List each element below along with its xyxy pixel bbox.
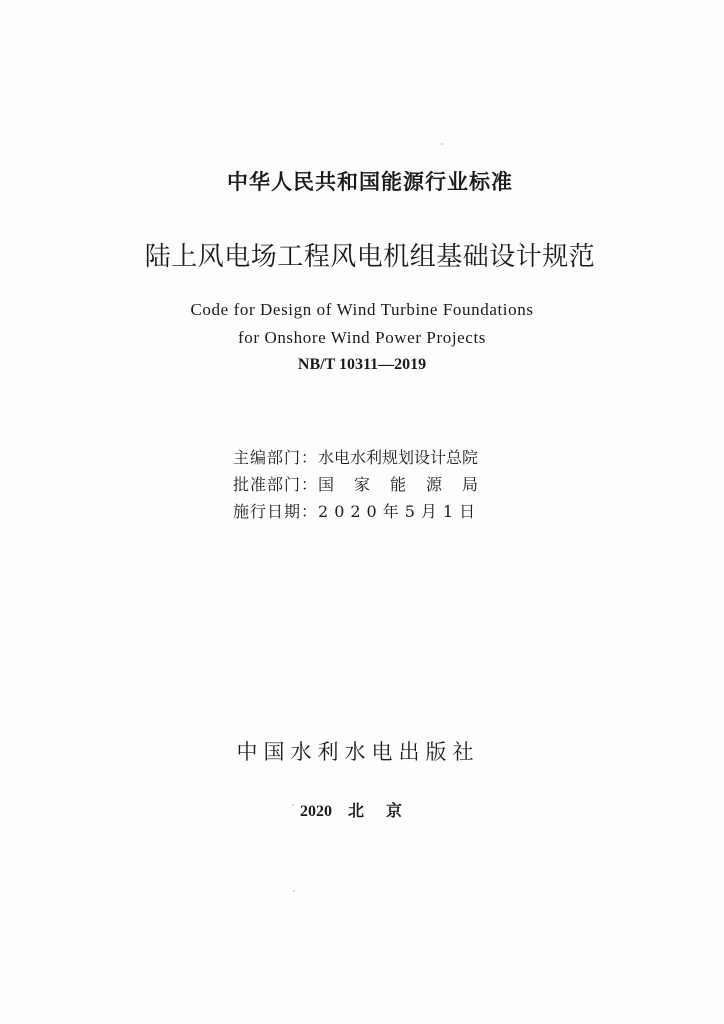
approver-label: 批准部门： [233, 475, 319, 494]
scan-speck [293, 890, 295, 892]
publication-year: 2020 [299, 803, 332, 820]
editor-value: 水电水利规划设计总院 [318, 448, 479, 467]
scan-speck [441, 143, 443, 145]
scan-speck [292, 804, 294, 806]
approver-value: 国家能源局 [318, 475, 499, 494]
document-title-en-line1: Code for Design of Wind Turbine Foundations [190, 300, 534, 319]
publisher-name: 中国水利水电出版社 [236, 740, 480, 764]
effective-date-row [233, 498, 498, 525]
document-title-en-line2: for Onshore Wind Power Projects [237, 328, 486, 347]
editor-row [233, 444, 498, 471]
standard-category: 中华人民共和国能源行业标准 [227, 170, 513, 194]
publication-place [0, 798, 724, 821]
document-title-zh: 陆上风电场工程风电机组基础设计规范 [144, 242, 596, 272]
editor-label: 主编部门： [233, 448, 319, 467]
standard-number: NB/T 10311—2019 [297, 356, 427, 373]
approver-row [233, 471, 498, 498]
effective-date-value: 2020年5月1日 [318, 502, 482, 521]
effective-date-label: 施行日期： [233, 502, 319, 521]
issuance-info [233, 444, 498, 525]
publication-city: 北京 [347, 801, 424, 820]
